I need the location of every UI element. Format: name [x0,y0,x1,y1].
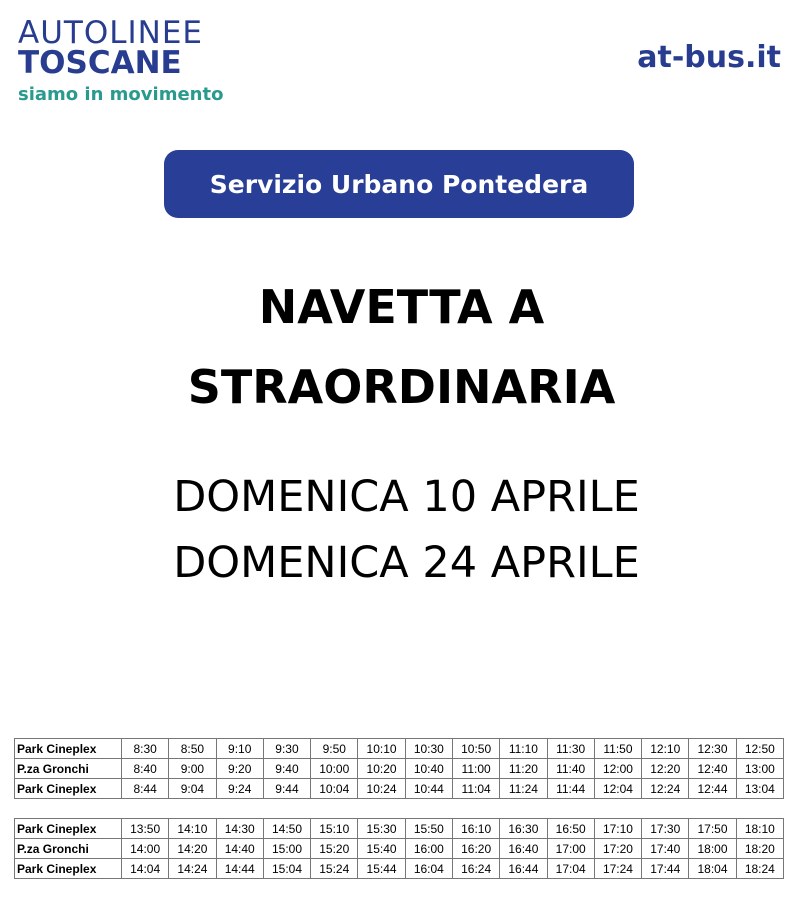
time-cell: 16:00 [405,839,452,859]
date-line-2: DOMENICA 24 APRILE [173,538,640,588]
time-cell: 17:20 [594,839,641,859]
time-cell: 11:20 [500,759,547,779]
time-cell: 11:30 [547,739,594,759]
time-cell: 9:50 [311,739,358,759]
time-cell: 15:30 [358,819,405,839]
time-cell: 14:20 [169,839,216,859]
stop-name-cell: P.za Gronchi [15,759,122,779]
time-cell: 14:00 [122,839,169,859]
stop-name-cell: P.za Gronchi [15,839,122,859]
time-cell: 14:24 [169,859,216,879]
time-cell: 9:20 [216,759,263,779]
time-cell: 15:24 [311,859,358,879]
stop-name-cell: Park Cineplex [15,859,122,879]
time-cell: 15:44 [358,859,405,879]
time-cell: 18:24 [736,859,783,879]
time-cell: 17:04 [547,859,594,879]
time-cell: 17:00 [547,839,594,859]
time-cell: 13:50 [122,819,169,839]
time-cell: 12:44 [689,779,736,799]
time-cell: 11:50 [594,739,641,759]
time-cell: 16:50 [547,819,594,839]
time-cell: 14:10 [169,819,216,839]
time-cell: 10:44 [405,779,452,799]
time-cell: 18:10 [736,819,783,839]
time-cell: 18:20 [736,839,783,859]
time-cell: 15:50 [405,819,452,839]
time-cell: 9:40 [263,759,310,779]
time-cell: 8:44 [122,779,169,799]
time-cell: 12:24 [642,779,689,799]
time-cell: 9:00 [169,759,216,779]
time-cell: 14:40 [216,839,263,859]
time-cell: 16:10 [452,819,499,839]
time-cell: 12:00 [594,759,641,779]
title-line-1: NAVETTA A [258,280,545,334]
time-cell: 10:00 [311,759,358,779]
time-cell: 14:04 [122,859,169,879]
time-cell: 12:50 [736,739,783,759]
time-cell: 12:10 [642,739,689,759]
time-cell: 11:00 [452,759,499,779]
website-label: at-bus.it [637,40,781,75]
time-cell: 15:20 [311,839,358,859]
date-line-1: DOMENICA 10 APRILE [173,472,640,522]
title-line-2: STRAORDINARIA [187,360,616,414]
time-cell: 17:44 [642,859,689,879]
autolinee-toscane-logo [18,15,224,105]
time-cell: 12:30 [689,739,736,759]
time-cell: 11:10 [500,739,547,759]
logo-line-1: AUTOLINEE [18,15,204,51]
time-cell: 15:00 [263,839,310,859]
time-cell: 10:04 [311,779,358,799]
table-row [15,739,784,759]
time-cell: 16:20 [452,839,499,859]
table-row [15,839,784,859]
time-cell: 18:04 [689,859,736,879]
time-cell: 11:44 [547,779,594,799]
time-cell: 15:04 [263,859,310,879]
time-cell: 14:44 [216,859,263,879]
stop-name-cell: Park Cineplex [15,819,122,839]
time-cell: 15:40 [358,839,405,859]
time-cell: 13:04 [736,779,783,799]
time-cell: 11:40 [547,759,594,779]
time-cell: 16:40 [500,839,547,859]
timetable-morning [14,738,784,799]
time-cell: 10:40 [405,759,452,779]
time-cell: 17:40 [642,839,689,859]
table-row [15,819,784,839]
service-banner: Servizio Urbano Pontedera [164,150,634,218]
time-cell: 9:44 [263,779,310,799]
time-cell: 9:10 [216,739,263,759]
time-cell: 10:30 [405,739,452,759]
time-cell: 13:00 [736,759,783,779]
table-row [15,779,784,799]
time-cell: 10:24 [358,779,405,799]
timetable-afternoon [14,818,784,879]
time-cell: 12:20 [642,759,689,779]
logo-line-2: TOSCANE [18,45,182,81]
stop-name-cell: Park Cineplex [15,779,122,799]
time-cell: 8:40 [122,759,169,779]
time-cell: 16:04 [405,859,452,879]
time-cell: 16:44 [500,859,547,879]
time-cell: 15:10 [311,819,358,839]
table-row [15,859,784,879]
time-cell: 17:10 [594,819,641,839]
time-cell: 12:40 [689,759,736,779]
time-cell: 9:04 [169,779,216,799]
table-row [15,759,784,779]
time-cell: 18:00 [689,839,736,859]
logo-tagline: siamo in movimento [18,84,224,105]
time-cell: 17:30 [642,819,689,839]
time-cell: 17:24 [594,859,641,879]
time-cell: 9:24 [216,779,263,799]
time-cell: 14:50 [263,819,310,839]
time-cell: 14:30 [216,819,263,839]
time-cell: 10:50 [452,739,499,759]
time-cell: 8:30 [122,739,169,759]
time-cell: 17:50 [689,819,736,839]
time-cell: 8:50 [169,739,216,759]
time-cell: 10:20 [358,759,405,779]
time-cell: 10:10 [358,739,405,759]
time-cell: 16:30 [500,819,547,839]
time-cell: 11:24 [500,779,547,799]
time-cell: 12:04 [594,779,641,799]
time-cell: 9:30 [263,739,310,759]
time-cell: 11:04 [452,779,499,799]
time-cell: 16:24 [452,859,499,879]
stop-name-cell: Park Cineplex [15,739,122,759]
